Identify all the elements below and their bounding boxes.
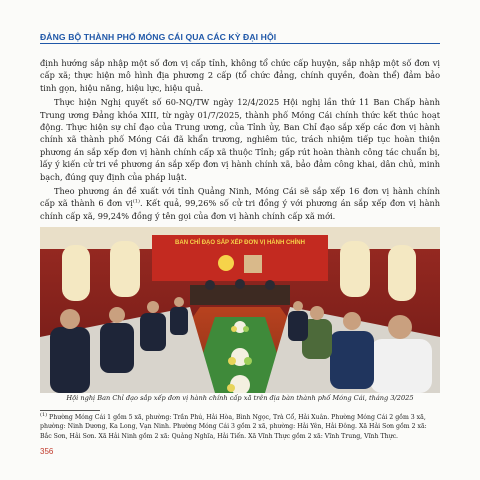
paragraph-1: định hướng sắp nhập một số đơn vị cấp tỉnh, không tổ chức cấp huyện, sắp nhập một số đơn vị cấp xã; thực hiện mô hình địa phương 2 cấp (tổ chức đảng, chính quyền, đoàn thể) đảm bảo tinh gọn, hiệu năng, hiệu lực, hiệu quả. xyxy=(40,58,440,93)
footnote-text: Phường Móng Cái 1 gồm 5 xã, phường: Trần Phú, Hải Hòa, Bình Ngọc, Trà Cổ, Hải Xuân. Phường Móng Cái 2 gồm 3 xã, phường: Ninh Dương, Ka Long, Vạn Ninh. Phường Móng Cái 3 gồm 2 xã, phường: Hải Yên, Hải Đông. Xã Hải Sơn gồm 2 xã: Bắc Sơn, Hải Sơn. Xã Hải Ninh gồm 2 xã: Quảng Nghĩa, Hải Tiến. Xã Vĩnh Thực gồm 2 xã: Vĩnh Trung, Vĩnh Thực. xyxy=(40,414,427,440)
footnote-ref: (1) xyxy=(132,198,140,205)
footnote-marker: (1) xyxy=(40,411,48,418)
paragraph-3 xyxy=(40,185,440,222)
running-header-title: ĐẢNG BỘ THÀNH PHỐ MÓNG CÁI QUA CÁC KỲ ĐẠI HỘI xyxy=(40,32,277,42)
photo-caption: Hội nghị Ban Chỉ đạo sắp xếp đơn vị hành chính cấp xã trên địa bàn thành phố Móng Cái, tháng 3/2025 xyxy=(66,394,414,402)
meeting-photo xyxy=(40,227,440,393)
running-header xyxy=(40,32,440,42)
portrait-icon xyxy=(244,255,262,273)
meeting-photo-illustration xyxy=(40,227,440,393)
banner-text: BAN CHỈ ĐẠO SẮP XẾP ĐƠN VỊ HÀNH CHÍNH xyxy=(175,240,305,246)
footnote-rule xyxy=(40,410,100,411)
paragraph-3-text-b: . Kết quả, 99,26% số cử tri đồng ý với phương án sắp xếp đơn vị hành chính cấp xã, 99,24% đồng ý tên gọi của đơn vị hành chính cấp xã mới. xyxy=(40,198,440,221)
emblem-icon xyxy=(218,255,234,271)
paragraph-3-text-a: Theo phương án đề xuất với tỉnh Quảng Ninh, Móng Cái sẽ sắp xếp 16 đơn vị hành chính cấp xã thành 6 đơn vị xyxy=(40,186,440,209)
body-text xyxy=(40,57,440,224)
page-number: 356 xyxy=(40,447,54,456)
paragraph-2: Thực hiện Nghị quyết số 60-NQ/TW ngày 12/4/2025 Hội nghị lần thứ 11 Ban Chấp hành Trung ương Đảng khóa XIII, từ ngày 01/7/2025, thành phố Móng Cái chính thức kết thúc hoạt động. Thực hiện sự chỉ đạo của Trung ương, của Tỉnh ủy, Ban Chỉ đạo sắp xếp các đơn vị hành chính xã thành phố Móng Cái đã khẩn trương, nghiêm túc, trách nhiệm tiếp tục hoàn thiện phương án sắp xếp đơn vị hành chính cấp xã thuộc Tỉnh; gấp rút hoàn thành công tác chuẩn bị, lấy ý kiến cử tri về phương án sắp xếp đơn vị hành chính xã, bảo đảm công khai, dân chủ, minh bạch, đúng quy định của pháp luật. xyxy=(40,97,440,182)
footnote xyxy=(40,413,440,441)
header-rule xyxy=(40,43,440,44)
